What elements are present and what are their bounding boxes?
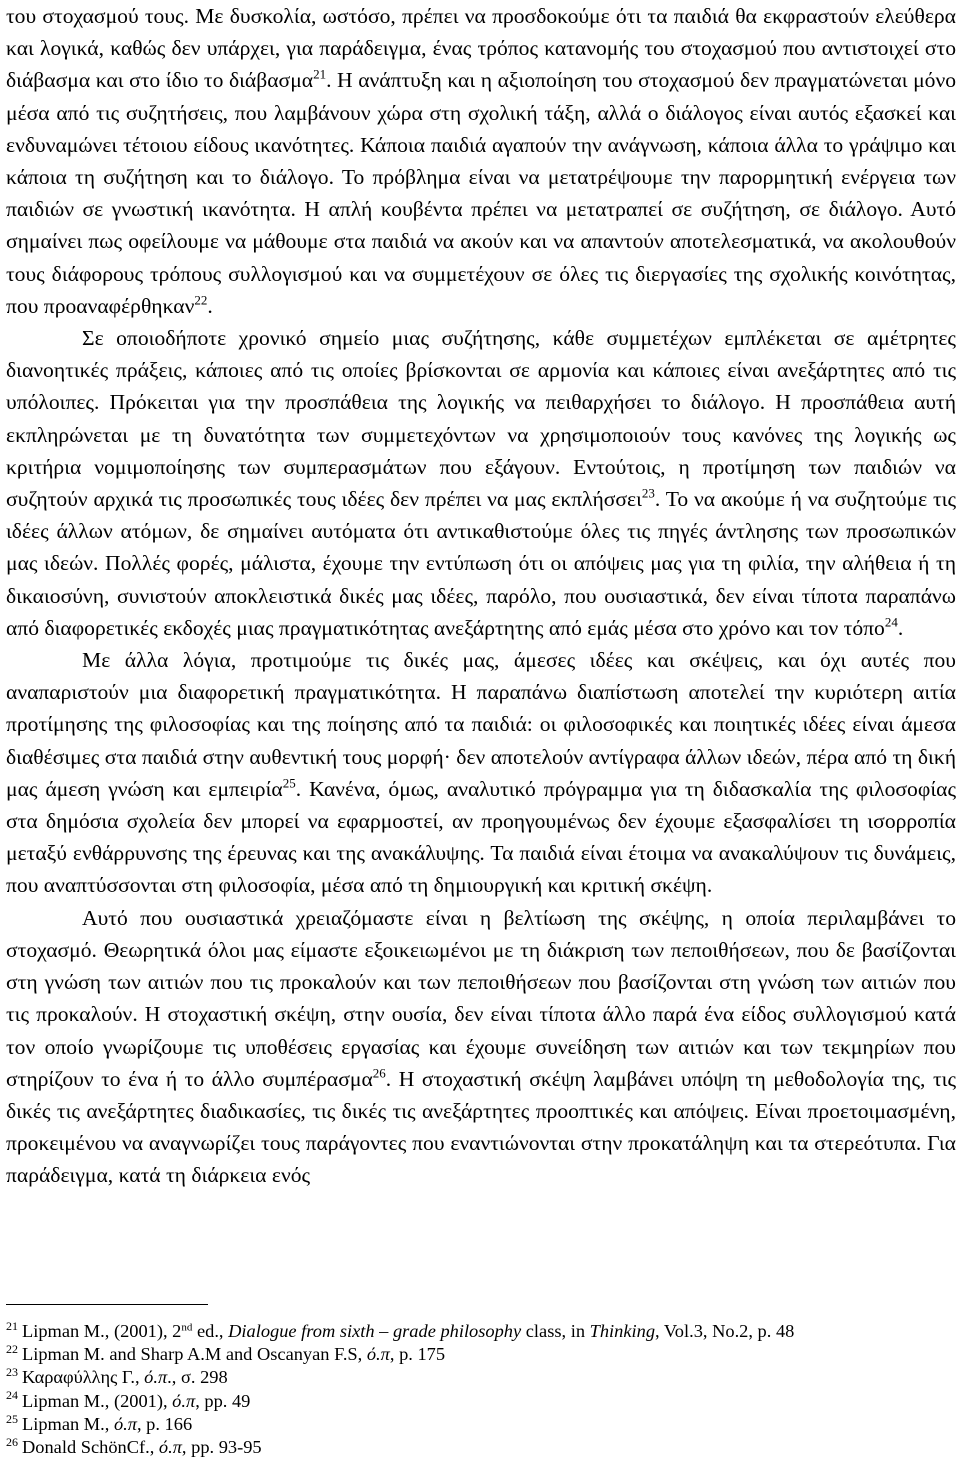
paragraph — [6, 0, 956, 322]
paragraph-text: του στοχασμού τους. Με δυσκολία, ωστόσο, πρέπει να προσδοκούμε ότι τα παιδιά θα εκφραστούν ελεύθερα και λογικά, καθώς δεν υπάρχει, για παράδειγμα, ένας τρόπος κατανομής του στοχασμού που αντιστοιχεί στο διάβασμα και στο ίδιο το διάβασμα — [6, 4, 956, 93]
footnote-text: Donald SchönCf., — [22, 1437, 159, 1458]
footnote-separator — [6, 1304, 208, 1305]
footnote-number: 24 — [6, 1388, 18, 1403]
footnote-item — [6, 1390, 956, 1413]
footnote-item — [6, 1413, 956, 1436]
footnote-text: Lipman M., — [22, 1413, 114, 1434]
footnote-item — [6, 1320, 956, 1343]
footnote-item — [6, 1343, 956, 1366]
paragraph-text: . Κανένα, όμως, αναλυτικό πρόγραμμα για τη διδασκαλία της φιλοσοφίας στα δημόσια σχολεία δεν μπορεί να εφαρμοστεί, αν προηγουμένως δεν έχουμε εξασφαλίσει τη ισορροπία μεταξύ ενθάρρυνσης της έρευνας και της ανακάλυψης. Τα παιδιά είναι έτοιμα να ανακαλύψουν τις δυνάμεις, που αναπτύσσονται στη φιλοσοφία, μέσα από τη δημιουργική και κριτική σκέψη. — [6, 776, 956, 898]
footnote-text: class, in — [521, 1321, 590, 1341]
footnote-text: Lipman M., (2001), — [22, 1390, 173, 1411]
footnote-ref: 22 — [194, 292, 208, 308]
footnote-item — [6, 1366, 956, 1389]
footnote-number: 21 — [6, 1318, 18, 1333]
footnote-text: , pp. 49 — [195, 1390, 251, 1411]
footnote-italic: Dialogue from sixth – grade philosophy — [228, 1321, 522, 1341]
footnote-number: 25 — [6, 1411, 18, 1426]
footnote-text: ed., — [192, 1321, 229, 1341]
paragraph-text: . Το να ακούμε ή να συζητούμε τις ιδέες άλλων ατόμων, δε σημαίνει αυτόματα ότι αντικαθιστούμε όλες τις πηγές άντλησης των προσωπικών μας ιδεών. Πολλές φορές, μάλιστα, έχουμε την εντύπωση ότι οι απόψεις μας για τη φιλία, την αλήθεια ή τη δικαιοσύνη, συνιστούν αποκλειστικά δικές μας ιδέες, παρόλο, που ουσιαστικά, δεν είναι τίποτα παραπάνω από διαφορετικές εκδοχές μιας πραγματικότητας ανεξάρτητης από εμάς μέσα στο χρόνο και τον τόπο — [6, 487, 956, 640]
footnote-ref: 21 — [313, 66, 327, 82]
footnote-text: , p. 166 — [136, 1413, 193, 1434]
ordinal-suffix: nd — [181, 1321, 193, 1334]
footnote-text: , p. 175 — [389, 1344, 446, 1365]
footnote-number: 22 — [6, 1342, 18, 1357]
paragraph-text: . — [897, 615, 904, 640]
footnotes — [6, 1320, 956, 1459]
paragraph-text: Με άλλα λόγια, προτιμούμε τις δικές μας, άμεσες ιδέες και σκέψεις, και όχι αυτές που αναπαριστούν μια διαφορετική πραγματικότητα. Η παραπάνω διαπίστωση αποτελεί την κυριότερη αιτία προτίμησης της φιλοσοφίας και της ποίησης από τα παιδιά: οι φιλοσοφικές και ποιητικές ιδέες είναι άμεσα διαθέσιμες στα παιδιά στην αυθεντική τους μορφή· δεν αποτελούν αντίγραφα άλλων ιδεών, πέρα από τη δική μας άμεση γνώση και εμπειρία — [6, 648, 956, 801]
paragraph — [6, 644, 956, 902]
footnote-text: , pp. 93-95 — [181, 1437, 262, 1458]
paragraph — [6, 322, 956, 644]
footnote-italic: Thinking — [589, 1321, 656, 1341]
paragraph-text: . Η στοχαστική σκέψη λαμβάνει υπόψη τη μεθοδολογία της, τις δικές τις ανεξάρτητες διαδικασίες, τις δικές τις ανεξάρτητες προοπτικές και απόψεις. Είναι προετοιμασμένη, προκειμένου να αναγνωρίζει τους παράγοντες που εναντιώνονται στην προκατάληψη και τα στερεότυπα. Για παράδειγμα, κατά τη διάρκεια ενός — [6, 1066, 957, 1188]
footnote-text: , Vol.3, No.2, p. 48 — [655, 1321, 795, 1341]
footnote-ref: 26 — [372, 1065, 386, 1081]
footnote-ref: 24 — [884, 614, 898, 630]
footnote-item — [6, 1436, 956, 1459]
paragraph — [6, 902, 956, 1192]
footnote-italic: ό.π — [366, 1344, 390, 1365]
footnote-text: Lipman M., (2001), 2 — [22, 1321, 182, 1341]
footnote-italic: ό.π — [113, 1413, 137, 1434]
footnote-number: 26 — [6, 1434, 18, 1449]
footnote-text: Lipman M. and Sharp A.M and Oscanyan F.S, — [22, 1344, 367, 1365]
footnote-number: 23 — [6, 1365, 18, 1380]
main-text — [6, 0, 956, 1192]
footnote-ref: 23 — [641, 485, 655, 501]
footnote-text: Καραφύλλης Γ., — [22, 1367, 145, 1388]
paragraph-text: Αυτό που ουσιαστικά χρειαζόμαστε είναι η βελτίωση της σκέψης, η οποία περιλαμβάνει το στοχασμό. Θεωρητικά όλοι μας είμαστε εξοικειωμένοι με τη διάκριση των πεποιθήσεων, που δε βασίζονται στη γνώση των αιτιών που τις προκαλούν και των πεποιθήσεων που βασίζονται στη γνώση των αιτιών που τις προκαλούν. Η στοχαστική σκέψη, στην ουσία, δεν είναι τίποτα άλλο παρά ένα είδος συλλογισμού κατά τον οποίο γνωρίζουμε τις υποθέσεις εργασίας και έχουμε συνείδηση των αιτιών και των τεκμηρίων που στηρίζουν το ένα ή το άλλο συμπέρασμα — [6, 905, 956, 1091]
footnote-ref: 25 — [282, 775, 296, 791]
footnote-italic: ό.π — [158, 1437, 182, 1458]
footnote-italic: ό.π — [172, 1390, 196, 1411]
paragraph-text: Σε οποιοδήποτε χρονικό σημείο μιας συζήτησης, κάθε συμμετέχων εμπλέκεται σε αμέτρητες διανοητικές πράξεις, κάποιες από τις οποίες βρίσκονται σε αρμονία και κάποιες είναι ανεξάρτητες από τις υπόλοιπες. Πρόκειται για την προσπάθεια της λογικής να πειθαρχήσει το διάλογο. Η προσπάθεια αυτή εκπληρώνεται με τη δυνατότητα των συμμετεχόντων να χρησιμοποιούν τους κανόνες της λογικής ως κριτήρια νομιμοποίησης των συμπερασμάτων που εξάγουν. Εντούτοις, η προτίμηση των παιδιών να συζητούν αρχικά τις προσωπικές τους ιδέες δεν πρέπει να μας εκπλήσσει — [6, 326, 956, 512]
footnote-text: ., σ. 298 — [167, 1367, 228, 1388]
footnote-italic: ό.π — [144, 1367, 168, 1388]
paragraph-text: . Η ανάπτυξη και η αξιοποίηση του στοχασμού δεν πραγματώνεται μόνο μέσα από τις συζητήσεις, που λαμβάνουν χώρα στη σχολική τάξη, αλλά ο διάλογος είναι αυτός εξασκεί και ενδυναμώνει τέτοιου είδους ικανότητες. Κάποια παιδιά αγαπούν την ανάγνωση, κάποια άλλα το γράψιμο και κάποια τη συζήτηση και το διάλογο. Το πρόβλημα είναι να μετατρέψουμε την παρορμητική ενέργεια των παιδιών σε γνωστική ικανότητα. Η απλή κουβέντα πρέπει να μετατραπεί σε συζήτηση, σε διάλογο. Αυτό σημαίνει πως οφείλουμε να μάθουμε στα παιδιά να ακούν και να απαντούν αποτελεσματικά, να ακολουθούν τους διάφορους τρόπους συλλογισμού και να συμμετέχουν σε όλες τις διεργασίες της σχολικής κοινότητας, που προαναφέρθηκαν — [6, 68, 957, 318]
paragraph-text: . — [207, 293, 213, 318]
